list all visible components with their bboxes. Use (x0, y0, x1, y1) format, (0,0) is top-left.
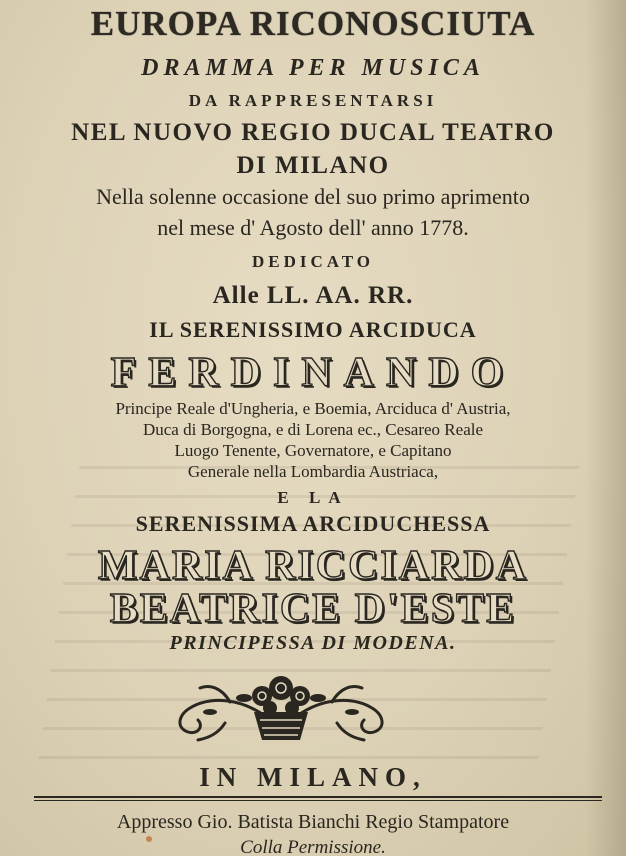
arciduchessa-line: SERENISSIMA ARCIDUCHESSA (135, 511, 491, 536)
imprint-rule (34, 796, 602, 798)
theatre-name: NEL NUOVO REGIO DUCAL TEATRO (71, 119, 555, 146)
ferdinando-name: FERDINANDO (110, 350, 516, 396)
occasion-line-1: Nella solenne occasione del suo primo aprimento (96, 184, 530, 209)
imprint-rule-thin (34, 800, 602, 801)
titles-line-1: Principe Reale d'Ungheria, e Boemia, Arciduca d' Austria, (115, 399, 511, 418)
alle-altezze: Alle LL. AA. RR. (212, 282, 414, 309)
titles-line-3: Luogo Tenente, Governatore, e Capitano (174, 441, 452, 460)
flower-basket-ornament-icon (170, 668, 392, 748)
principessa-line: PRINCIPESSA DI MODENA. (169, 632, 457, 654)
beatrice-deste-name: BEATRICE D'ESTE (109, 586, 517, 632)
imprint-city: IN MILANO, (199, 762, 427, 792)
titles-line-4: Generale nella Lombardia Austriaca, (187, 462, 439, 481)
city-name: DI MILANO (236, 152, 390, 179)
maria-ricciarda-name: MARIA RICCIARDA (97, 543, 529, 589)
printer-line: Appresso Gio. Batista Bianchi Regio Stampatore (116, 811, 510, 833)
arciduca-line: IL SERENISSIMO ARCIDUCA (149, 317, 477, 342)
da-rappresentarsi: DA RAPPRESENTARSI (188, 91, 438, 110)
work-subtitle: DRAMMA PER MUSICA (141, 55, 485, 81)
permission-line: Colla Permissione. (240, 837, 386, 856)
e-la: E LA (277, 488, 349, 507)
occasion-line-2: nel mese d' Agosto dell' anno 1778. (157, 215, 469, 240)
work-title: EUROPA RICONOSCIUTA (90, 4, 536, 43)
foxing-spot (146, 836, 152, 842)
dedicato: DEDICATO (251, 252, 375, 271)
titles-line-2: Duca di Borgogna, e di Lorena ec., Cesareo Reale (142, 420, 484, 439)
